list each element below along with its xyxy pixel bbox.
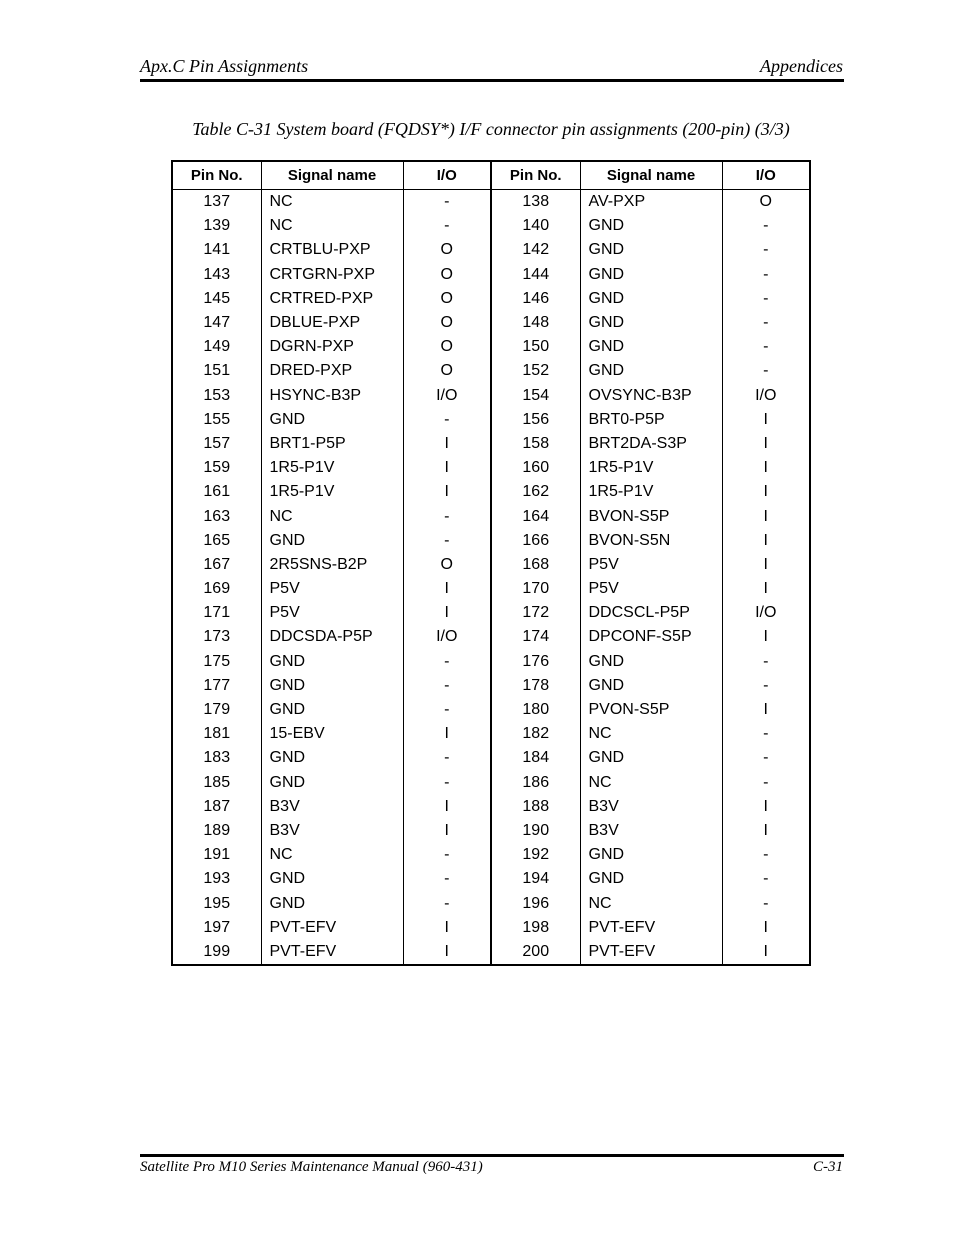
table-row (172, 384, 810, 408)
io-left: I (403, 722, 491, 746)
table-row (172, 771, 810, 795)
signal-name-right: DPCONF-S5P (580, 625, 722, 649)
io-right: - (722, 214, 810, 238)
pin-number-right: 192 (491, 843, 580, 867)
signal-name-left: HSYNC-B3P (261, 384, 403, 408)
io-left: - (403, 746, 491, 770)
pin-number-left: 165 (172, 529, 261, 553)
signal-name-left: DRED-PXP (261, 359, 403, 383)
signal-name-right: GND (580, 674, 722, 698)
pin-number-left: 179 (172, 698, 261, 722)
page-header (140, 56, 843, 80)
header-rule (140, 79, 844, 82)
signal-name-right: GND (580, 843, 722, 867)
signal-name-right: B3V (580, 819, 722, 843)
pin-number-right: 190 (491, 819, 580, 843)
table-row (172, 650, 810, 674)
header-chapter-title: Appendices (760, 56, 843, 76)
io-left: - (403, 843, 491, 867)
signal-name-left: DGRN-PXP (261, 335, 403, 359)
io-left: I (403, 577, 491, 601)
io-left: - (403, 190, 491, 215)
signal-name-left: 1R5-P1V (261, 480, 403, 504)
pin-number-left: 161 (172, 480, 261, 504)
io-left: - (403, 891, 491, 915)
pin-number-right: 138 (491, 190, 580, 215)
signal-name-right: PVT-EFV (580, 940, 722, 965)
io-left: O (403, 335, 491, 359)
io-right: - (722, 843, 810, 867)
signal-name-left: BRT1-P5P (261, 432, 403, 456)
pin-number-right: 146 (491, 287, 580, 311)
table-row (172, 625, 810, 649)
table-body (172, 190, 810, 966)
table-row (172, 916, 810, 940)
io-left: I (403, 819, 491, 843)
io-right: I (722, 529, 810, 553)
pin-number-left: 143 (172, 263, 261, 287)
column-header-pin-right: Pin No. (491, 161, 580, 190)
pin-number-right: 156 (491, 408, 580, 432)
pin-number-right: 174 (491, 625, 580, 649)
signal-name-right: OVSYNC-B3P (580, 384, 722, 408)
io-left: O (403, 238, 491, 262)
pin-number-right: 186 (491, 771, 580, 795)
pin-number-left: 153 (172, 384, 261, 408)
pin-number-right: 166 (491, 529, 580, 553)
pin-number-right: 160 (491, 456, 580, 480)
table-caption-text: Table C-31 System board (FQDSY*) I/F connector pin assignments (200-pin) (3/3) (192, 119, 790, 139)
signal-name-right: AV-PXP (580, 190, 722, 215)
io-right: - (722, 891, 810, 915)
pin-number-left: 195 (172, 891, 261, 915)
pin-number-left: 175 (172, 650, 261, 674)
io-right: - (722, 359, 810, 383)
signal-name-left: GND (261, 650, 403, 674)
io-left: O (403, 311, 491, 335)
pin-number-left: 139 (172, 214, 261, 238)
signal-name-left: NC (261, 843, 403, 867)
signal-name-right: 1R5-P1V (580, 480, 722, 504)
io-left: O (403, 553, 491, 577)
io-right: - (722, 867, 810, 891)
io-left: - (403, 771, 491, 795)
pin-number-right: 194 (491, 867, 580, 891)
signal-name-right: NC (580, 722, 722, 746)
signal-name-left: 1R5-P1V (261, 456, 403, 480)
signal-name-left: CRTGRN-PXP (261, 263, 403, 287)
signal-name-left: GND (261, 771, 403, 795)
io-right: I (722, 432, 810, 456)
table-row (172, 553, 810, 577)
table-row (172, 311, 810, 335)
io-right: I (722, 480, 810, 504)
io-left: I/O (403, 384, 491, 408)
io-right: I (722, 698, 810, 722)
pin-number-right: 148 (491, 311, 580, 335)
io-right: I (722, 577, 810, 601)
io-right: I/O (722, 601, 810, 625)
pin-number-right: 180 (491, 698, 580, 722)
pin-number-left: 145 (172, 287, 261, 311)
table-row (172, 819, 810, 843)
pin-number-left: 157 (172, 432, 261, 456)
pin-number-left: 151 (172, 359, 261, 383)
pin-number-right: 140 (491, 214, 580, 238)
pin-number-left: 171 (172, 601, 261, 625)
table-row (172, 674, 810, 698)
signal-name-left: PVT-EFV (261, 940, 403, 965)
pin-number-left: 199 (172, 940, 261, 965)
signal-name-right: B3V (580, 795, 722, 819)
io-right: O (722, 190, 810, 215)
table-row (172, 698, 810, 722)
io-left: - (403, 650, 491, 674)
signal-name-left: P5V (261, 601, 403, 625)
table-row (172, 480, 810, 504)
io-right: I (722, 553, 810, 577)
signal-name-left: GND (261, 891, 403, 915)
pin-number-left: 191 (172, 843, 261, 867)
signal-name-right: GND (580, 287, 722, 311)
signal-name-right: P5V (580, 577, 722, 601)
io-right: - (722, 722, 810, 746)
pin-number-left: 187 (172, 795, 261, 819)
pin-number-left: 147 (172, 311, 261, 335)
io-right: - (722, 238, 810, 262)
io-right: I (722, 456, 810, 480)
io-left: I (403, 432, 491, 456)
signal-name-left: P5V (261, 577, 403, 601)
table-row (172, 359, 810, 383)
io-left: I (403, 601, 491, 625)
pin-number-right: 172 (491, 601, 580, 625)
io-right: I (722, 916, 810, 940)
signal-name-right: BVON-S5P (580, 504, 722, 528)
pin-number-right: 158 (491, 432, 580, 456)
pin-number-right: 188 (491, 795, 580, 819)
io-left: - (403, 214, 491, 238)
table-row (172, 601, 810, 625)
signal-name-right: 1R5-P1V (580, 456, 722, 480)
page-footer (140, 1159, 843, 1181)
io-left: I (403, 940, 491, 965)
table-row (172, 891, 810, 915)
io-left: - (403, 504, 491, 528)
pin-number-left: 141 (172, 238, 261, 262)
column-header-io-left: I/O (403, 161, 491, 190)
pin-number-right: 170 (491, 577, 580, 601)
pin-number-left: 137 (172, 190, 261, 215)
signal-name-left: NC (261, 504, 403, 528)
signal-name-left: GND (261, 674, 403, 698)
column-header-pin-left: Pin No. (172, 161, 261, 190)
signal-name-right: BRT0-P5P (580, 408, 722, 432)
signal-name-left: GND (261, 529, 403, 553)
io-right: I (722, 408, 810, 432)
pin-number-right: 182 (491, 722, 580, 746)
footer-page-number: C-31 (813, 1159, 843, 1175)
pin-number-left: 189 (172, 819, 261, 843)
table-header-row (172, 161, 810, 190)
signal-name-left: NC (261, 190, 403, 215)
signal-name-left: 15-EBV (261, 722, 403, 746)
io-right: I (722, 819, 810, 843)
pin-number-left: 173 (172, 625, 261, 649)
io-right: - (722, 287, 810, 311)
io-right: - (722, 674, 810, 698)
signal-name-right: GND (580, 746, 722, 770)
signal-name-left: NC (261, 214, 403, 238)
signal-name-right: NC (580, 891, 722, 915)
pin-number-left: 167 (172, 553, 261, 577)
signal-name-left: CRTRED-PXP (261, 287, 403, 311)
signal-name-left: GND (261, 746, 403, 770)
signal-name-left: DDCSDA-P5P (261, 625, 403, 649)
signal-name-left: GND (261, 408, 403, 432)
header-section-title: Apx.C Pin Assignments (140, 56, 309, 76)
pin-number-right: 196 (491, 891, 580, 915)
signal-name-left: PVT-EFV (261, 916, 403, 940)
pin-number-right: 142 (491, 238, 580, 262)
io-left: I/O (403, 625, 491, 649)
pin-number-left: 155 (172, 408, 261, 432)
pin-number-left: 163 (172, 504, 261, 528)
io-left: I (403, 480, 491, 504)
table-row (172, 746, 810, 770)
pin-assignment-table (171, 160, 811, 966)
signal-name-right: GND (580, 867, 722, 891)
io-right: I (722, 504, 810, 528)
signal-name-left: GND (261, 867, 403, 891)
io-left: - (403, 408, 491, 432)
pin-number-right: 168 (491, 553, 580, 577)
table-row (172, 432, 810, 456)
signal-name-left: 2R5SNS-B2P (261, 553, 403, 577)
io-left: O (403, 287, 491, 311)
io-right: I (722, 940, 810, 965)
pin-number-left: 177 (172, 674, 261, 698)
pin-number-right: 154 (491, 384, 580, 408)
signal-name-right: BVON-S5N (580, 529, 722, 553)
pin-number-right: 176 (491, 650, 580, 674)
table-row (172, 287, 810, 311)
pin-number-right: 200 (491, 940, 580, 965)
io-right: I (722, 795, 810, 819)
signal-name-left: CRTBLU-PXP (261, 238, 403, 262)
io-right: - (722, 771, 810, 795)
io-right: I/O (722, 384, 810, 408)
signal-name-right: GND (580, 359, 722, 383)
table-row (172, 940, 810, 965)
footer-manual-title: Satellite Pro M10 Series Maintenance Manual (960-431) (140, 1159, 483, 1175)
pin-number-right: 164 (491, 504, 580, 528)
io-right: - (722, 650, 810, 674)
pin-number-left: 183 (172, 746, 261, 770)
io-right: - (722, 746, 810, 770)
pin-number-left: 185 (172, 771, 261, 795)
table-row (172, 456, 810, 480)
pin-number-right: 184 (491, 746, 580, 770)
table-row (172, 408, 810, 432)
table-caption (0, 119, 954, 140)
signal-name-right: GND (580, 650, 722, 674)
pin-number-right: 162 (491, 480, 580, 504)
pin-number-left: 149 (172, 335, 261, 359)
signal-name-right: P5V (580, 553, 722, 577)
signal-name-right: GND (580, 335, 722, 359)
signal-name-left: B3V (261, 819, 403, 843)
signal-name-right: BRT2DA-S3P (580, 432, 722, 456)
signal-name-right: NC (580, 771, 722, 795)
table-row (172, 504, 810, 528)
io-right: - (722, 311, 810, 335)
column-header-signal-left: Signal name (261, 161, 403, 190)
table-row (172, 190, 810, 215)
pin-number-right: 144 (491, 263, 580, 287)
io-left: - (403, 529, 491, 553)
table-row (172, 867, 810, 891)
signal-name-right: GND (580, 214, 722, 238)
column-header-signal-right: Signal name (580, 161, 722, 190)
io-right: - (722, 263, 810, 287)
table-row (172, 335, 810, 359)
signal-name-right: PVON-S5P (580, 698, 722, 722)
pin-number-right: 150 (491, 335, 580, 359)
table-row (172, 529, 810, 553)
footer-rule (140, 1154, 844, 1157)
pin-number-left: 169 (172, 577, 261, 601)
signal-name-right: PVT-EFV (580, 916, 722, 940)
column-header-io-right: I/O (722, 161, 810, 190)
io-left: O (403, 263, 491, 287)
pin-number-right: 198 (491, 916, 580, 940)
pin-number-right: 178 (491, 674, 580, 698)
table-row (172, 795, 810, 819)
signal-name-left: B3V (261, 795, 403, 819)
pin-number-left: 181 (172, 722, 261, 746)
table-row (172, 263, 810, 287)
signal-name-left: GND (261, 698, 403, 722)
signal-name-right: DDCSCL-P5P (580, 601, 722, 625)
table-row (172, 843, 810, 867)
signal-name-left: DBLUE-PXP (261, 311, 403, 335)
table-row (172, 722, 810, 746)
io-left: I (403, 916, 491, 940)
pin-number-right: 152 (491, 359, 580, 383)
io-left: I (403, 456, 491, 480)
signal-name-right: GND (580, 238, 722, 262)
pin-number-left: 193 (172, 867, 261, 891)
table-row (172, 214, 810, 238)
table-row (172, 577, 810, 601)
io-left: - (403, 674, 491, 698)
io-right: - (722, 335, 810, 359)
signal-name-right: GND (580, 263, 722, 287)
io-left: I (403, 795, 491, 819)
table-row (172, 238, 810, 262)
io-left: O (403, 359, 491, 383)
signal-name-right: GND (580, 311, 722, 335)
pin-number-left: 159 (172, 456, 261, 480)
io-left: - (403, 867, 491, 891)
pin-number-left: 197 (172, 916, 261, 940)
io-right: I (722, 625, 810, 649)
io-left: - (403, 698, 491, 722)
